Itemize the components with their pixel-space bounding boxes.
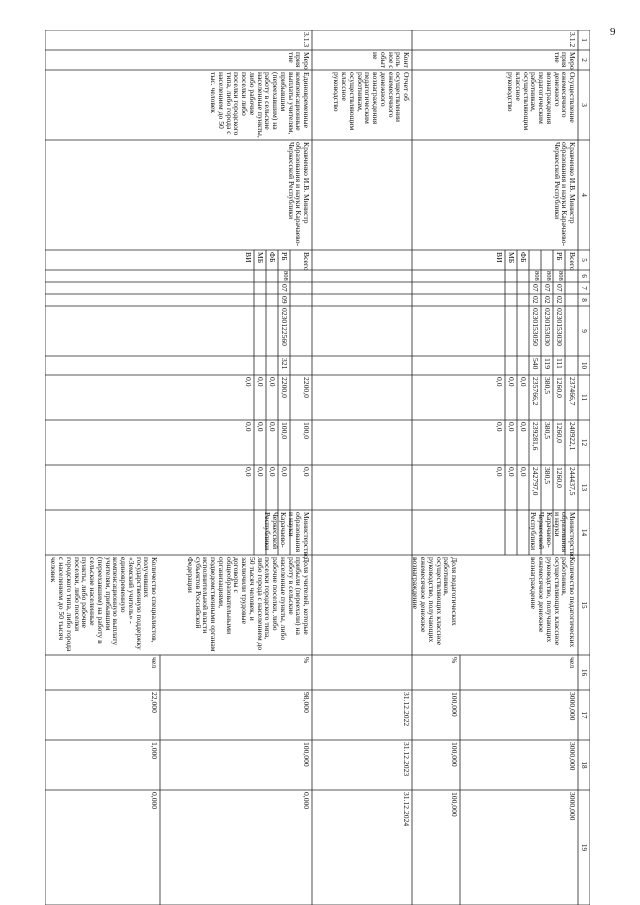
budget-source: МБ — [256, 252, 265, 264]
budget-value-2022: 1260,0 — [555, 377, 564, 398]
budget-grbs: 808 — [282, 271, 289, 281]
indicator-text: Доля педагогических работников, осуществляющих классное руководство, получающих ежемесячное денежное вознаграждение — [411, 557, 459, 646]
budget-value-2022: 0,0 — [268, 377, 277, 387]
budget-rz: 07 — [280, 284, 289, 292]
col-header-11: 11 — [580, 394, 588, 401]
budget-rz: 07 — [531, 284, 540, 292]
budget-value-2023: 0,0 — [244, 422, 253, 432]
indicator-unit: чел — [150, 657, 159, 668]
budget-value-2024: 242797,0 — [531, 467, 540, 496]
indicator-value-2024: 100,000 — [450, 792, 459, 817]
budget-value-2022: 0,0 — [519, 377, 528, 387]
col-header-10: 10 — [580, 361, 588, 370]
budget-value-2023: 0,0 — [268, 422, 277, 432]
row-number: 3.1.2 — [568, 32, 577, 48]
budget-vr: 540 — [531, 358, 540, 370]
indicator-text: Доля учителей, которые прибыли (переехали) на работу в сельские населенные пункты, либо рабочие поселки, либо поселки городского типа, либо города с населением до 50 тысяч человек, и заключили трудовые договоры с общеобразовательными организациями, подведомственными органам исполнительной власти субъектов Российской Федерации — [185, 557, 311, 652]
col-header-14: 14 — [580, 528, 588, 537]
indicator-text: Количество специалистов, получивших государственную поддержку «Земский учитель» - единовременную компенсационную выплату учителям, прибывшим (переехавшим) на работу в сельские населенные пункты, либо рабочие поселки, либо поселки городского типа, либо города с населением до 50 тысяч человек — [49, 557, 159, 652]
executor: Министерство образования и науки Карачаево-Черкесской Республики — [529, 512, 577, 559]
executor: Министерство образования и науки Карачаево-Черкесской Республики — [263, 512, 311, 559]
control-event-name: Отчет об осуществлении ежемесячного денежного вознаграждения педагогическим работникам, осуществляющим классное руководство — [332, 72, 411, 131]
col-header-19: 19 — [580, 843, 588, 852]
budget-value-2024: 380,5 — [543, 467, 552, 485]
budget-value-2023: 0,0 — [256, 422, 265, 432]
total-value-2023: 100,0 — [302, 422, 311, 440]
budget-value-2022: 0,0 — [507, 377, 516, 387]
budget-value-2023: 239281,6 — [531, 422, 540, 451]
col-header-13: 13 — [580, 483, 588, 492]
indicator-value-2023: 3000,000 — [568, 742, 577, 771]
budget-value-2024: 0,0 — [507, 467, 516, 477]
total-label: Всего — [568, 252, 577, 271]
row-type: Мероприятие — [286, 52, 311, 70]
control-date-2023: 31.12.2023 — [402, 742, 411, 777]
row-name: Осуществление ежемесячного денежного вознаграждения педагогическим работникам, осуществляющим классное руководство — [506, 72, 577, 131]
budget-rz: 07 — [543, 284, 552, 292]
budget-value-2024: 0,0 — [495, 467, 504, 477]
budget-value-2024: 0,0 — [244, 467, 253, 477]
indicator-text: Количество педагогических работников, осуществляющих классное руководство, получающих ежемесячное денежное вознаграждение — [529, 557, 577, 648]
budget-value-2022: 0,0 — [495, 377, 504, 387]
indicator-unit: чел — [568, 657, 577, 668]
control-event-type: Контрольное событие — [371, 52, 411, 69]
budget-value-2024: 1260,0 — [555, 467, 564, 488]
col-header-18: 18 — [580, 761, 588, 769]
budget-csr: 0230153030 — [555, 308, 564, 346]
col-header-5: 5 — [580, 258, 588, 262]
row-type: Мероприятие — [552, 52, 577, 70]
total-value-2023: 240922,1 — [568, 422, 577, 451]
indicator-value-2022: 22,000 — [150, 692, 159, 713]
rotated-table — [45, 30, 590, 905]
budget-value-2023: 380,5 — [543, 422, 552, 440]
budget-vr: 119 — [543, 358, 552, 370]
budget-value-2023: 100,0 — [280, 422, 289, 440]
col-header-15: 15 — [580, 601, 588, 609]
budget-value-2023: 1260,0 — [555, 422, 564, 443]
budget-value-2022: 380,5 — [543, 377, 552, 395]
budget-value-2022: 235766,2 — [531, 377, 540, 406]
row-name: Единовременные компенсационные выплаты учителям, прибывшим (переехавшим) на работу в сельские населенные пункты, либо рабочие поселки либо поселки городского типа, либо города с населением до 50 тыс. человек — [209, 72, 311, 138]
budget-value-2022: 2200,0 — [280, 377, 289, 398]
total-label: Всего — [302, 252, 311, 271]
col-header-12: 12 — [580, 438, 588, 447]
col-header-16: 16 — [580, 668, 588, 677]
col-header-17: 17 — [580, 711, 588, 719]
indicator-value-2024: 0,000 — [150, 792, 159, 810]
budget-vr: 111 — [555, 358, 564, 369]
budget-value-2022: 0,0 — [256, 377, 265, 387]
control-date-2024: 31.12.2024 — [402, 792, 411, 827]
budget-source: РБ — [280, 252, 289, 261]
budget-value-2023: 0,0 — [519, 422, 528, 432]
budget-source: ВИ — [495, 252, 504, 263]
indicator-value-2023: 100,000 — [450, 742, 459, 767]
indicator-value-2023: 1,000 — [150, 742, 159, 760]
total-value-2022: 237466,7 — [568, 377, 577, 406]
budget-value-2023: 0,0 — [507, 422, 516, 432]
indicator-value-2024: 0,000 — [302, 792, 311, 810]
budget-grbs: 808 — [533, 271, 540, 281]
budget-grbs: 808 — [545, 271, 552, 281]
col-header-8: 8 — [580, 298, 588, 302]
budget-pr: 09 — [280, 296, 289, 304]
indicator-value-2022: 98,000 — [302, 692, 311, 713]
total-value-2024: 0,0 — [302, 467, 311, 477]
budget-value-2022: 0,0 — [244, 377, 253, 387]
budget-source: РБ — [555, 252, 564, 261]
budget-value-2024: 0,0 — [268, 467, 277, 477]
col-header-4: 4 — [580, 193, 588, 197]
indicator-value-2022: 100,000 — [450, 692, 459, 717]
indicator-unit: % — [302, 657, 311, 664]
budget-pr: 02 — [531, 296, 540, 304]
budget-source: ФБ — [268, 252, 277, 263]
budget-value-2024: 0,0 — [280, 467, 289, 477]
budget-csr: 0230153050 — [531, 308, 540, 346]
budget-grbs: 808 — [557, 271, 564, 281]
budget-pr: 02 — [555, 296, 564, 304]
responsible-person: Кравченко И.В. Министр образования и науки Карачаево-Черкесской Республики — [286, 142, 311, 247]
budget-value-2024: 0,0 — [256, 467, 265, 477]
budget-csr: 0230153030 — [543, 308, 552, 346]
responsible-person: Кравченко И.В. Министр образования и науки Карачаево-Черкесской Республики — [552, 142, 577, 247]
col-header-9: 9 — [580, 329, 588, 333]
budget-vr: 321 — [280, 358, 289, 370]
budget-source: ФБ — [519, 252, 528, 263]
indicator-unit: % — [450, 657, 459, 664]
col-header-6: 6 — [580, 274, 588, 278]
budget-rz: 07 — [555, 284, 564, 292]
page-number: 9 — [610, 26, 616, 38]
col-header-1: 1 — [580, 38, 588, 42]
row-number: 3.1.3 — [302, 32, 311, 48]
control-date-2022: 31.12.2022 — [402, 692, 411, 727]
col-header-7: 7 — [580, 286, 588, 290]
budget-value-2023: 0,0 — [495, 422, 504, 432]
budget-source: МБ — [507, 252, 516, 264]
total-value-2022: 2200,0 — [302, 377, 311, 398]
indicator-value-2024: 3000,000 — [568, 792, 577, 821]
budget-value-2024: 0,0 — [519, 467, 528, 477]
budget-csr: 0230122560 — [280, 308, 289, 346]
budget-source: ВИ — [244, 252, 253, 263]
budget-pr: 02 — [543, 296, 552, 304]
col-header-3: 3 — [580, 103, 588, 107]
total-value-2024: 244437,5 — [568, 467, 577, 496]
col-header-2: 2 — [580, 58, 588, 62]
indicator-value-2023: 100,000 — [302, 742, 311, 767]
indicator-value-2022: 3000,000 — [568, 692, 577, 721]
